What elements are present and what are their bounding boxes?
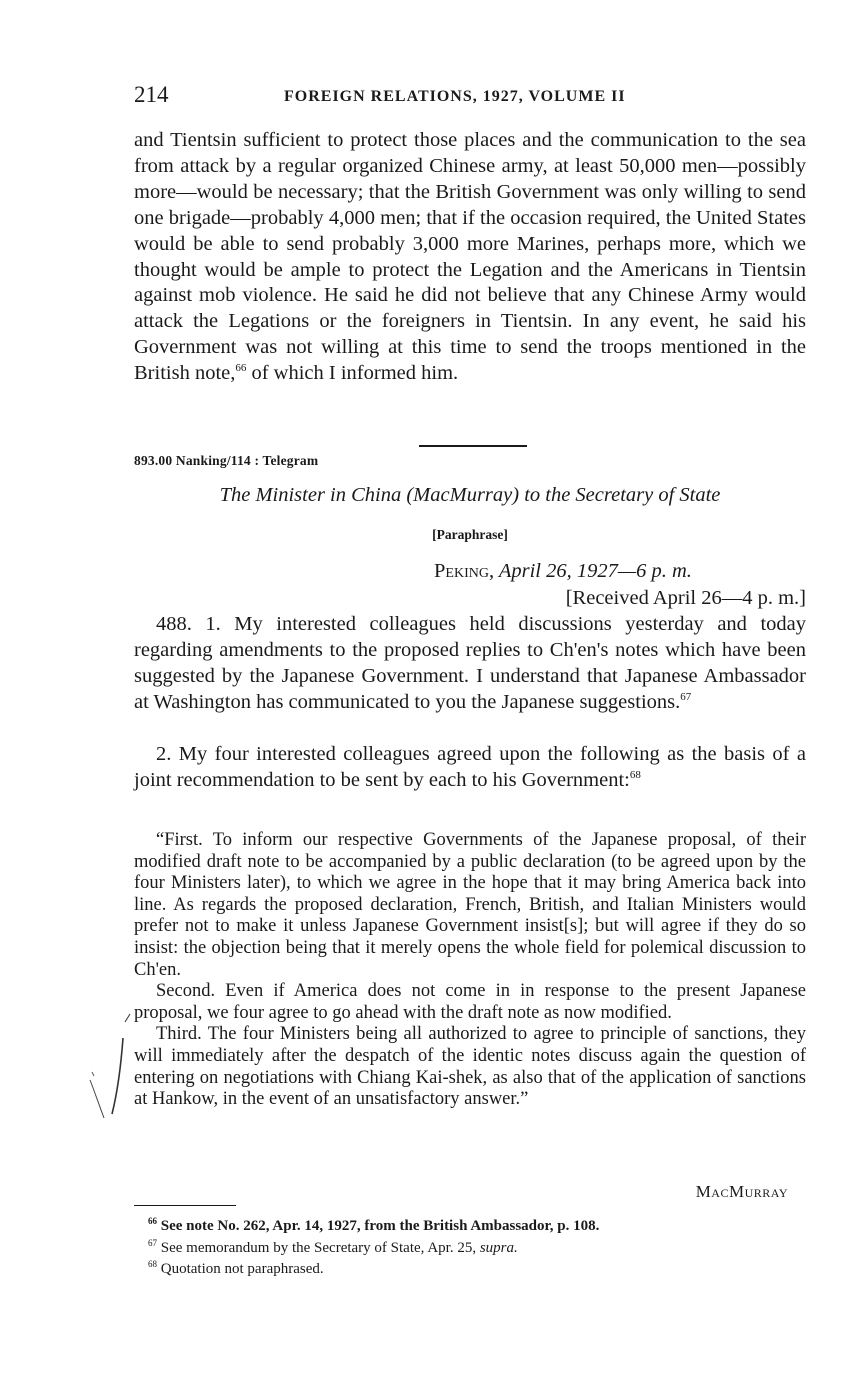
- paragraph-2-text: 2. My four interested colleagues agreed upon the following as the basis of a joint recommendation to be sent by each to his Government:: [134, 743, 806, 791]
- footnote-67-supra: supra.: [479, 1239, 518, 1256]
- footnote-67: [148, 1235, 798, 1257]
- footnote-ref-67[interactable]: 67: [680, 690, 692, 703]
- section-divider: [419, 445, 527, 447]
- footnote-68-text: Quotation not paraphrased.: [160, 1261, 324, 1277]
- quote-third: Third. The four Ministers being all authorized to agree to principle of sanctions, they will immediately after the despatch of the identic notes discuss again the question of entering on negotiations with Chiang Kai-shek, as also that of the application of sanctions at Hankow, in the event of an unsatisfactory answer.”: [134, 1024, 806, 1110]
- telegram-paragraph-1: [134, 612, 806, 716]
- footnote-rule: [134, 1205, 236, 1206]
- footnote-68: [148, 1256, 798, 1278]
- received-line: [Received April 26—4 p. m.]: [565, 587, 806, 609]
- footnote-66-text: See note No. 262, Apr. 14, 1927, from the British Ambassador, p. 108.: [160, 1218, 600, 1234]
- dateline-place: Peking,: [434, 560, 495, 582]
- paraphrase-note: [Paraphrase]: [432, 527, 508, 542]
- footnote-66: [148, 1213, 798, 1235]
- dateline: [434, 560, 692, 583]
- footnote-67-text: See memorandum by the Secretary of State, Apr. 25,: [160, 1239, 480, 1256]
- running-title: FOREIGN RELATIONS, 1927, VOLUME II: [284, 88, 626, 105]
- handwritten-margin-mark-icon: [78, 1010, 138, 1130]
- continued-text: and Tientsin sufficient to protect those places and the communication to the sea from attack by a regular organized Chinese army, at least 50,000 men—possibly more—would be necessary; that the British Government was only willing to send one brigade—probably 4,000 men; that if the occasion required, the United States would be able to send probably 3,000 more Marines, perhaps more, which we thought would be ample to protect the Legation and the Americans in Tientsin against mob violence. He said he did not believe that any Chinese Army would attack the Legations or the foreigners in Tientsin. In any event, he said his Government was not willing at this time to send the troops mentioned in the British note,: [134, 129, 806, 385]
- footnote-67-number: 67: [148, 1237, 157, 1248]
- dateline-date: April 26, 1927—6 p. m.: [494, 560, 692, 582]
- continued-text-end: of which I informed him.: [246, 362, 459, 385]
- page-header: [134, 82, 806, 112]
- footnote-66-number: 66: [148, 1216, 157, 1226]
- quote-first: “First. To inform our respective Governments of the Japanese proposal, of their modified draft note to be accompanied by a public declaration (to be agreed upon by the four Ministers later), to which we agree in the hope that it may bring America back into line. As regards the proposed declaration, French, British, and Italian Ministers would prefer not to make it unless Japanese Government insist[s]; but will agree if they do so insist: the objection being that it merely opens the whole field for polemical discussion to Ch'en.: [134, 830, 806, 980]
- footnote-68-number: 68: [148, 1259, 157, 1269]
- footnote-ref-68[interactable]: 68: [629, 769, 641, 782]
- telegram-paragraph-2: [134, 742, 806, 794]
- quoted-recommendation: [134, 830, 806, 1111]
- document-title: The Minister in China (MacMurray) to the Secretary of State: [219, 484, 721, 506]
- continued-paragraph: [134, 128, 806, 387]
- file-reference: 893.00 Nanking/114 : Telegram: [134, 453, 319, 468]
- footnotes: [148, 1213, 798, 1278]
- signature: MacMurray: [695, 1182, 788, 1201]
- footnote-ref-66[interactable]: 66: [235, 362, 247, 375]
- page-number: 214: [134, 82, 169, 107]
- paragraph-1-text: 488. 1. My interested colleagues held discussions yesterday and today regarding amendments to the proposed replies to Ch'en's notes which have been suggested by the Japanese Government. I understand that Japanese Ambassador at Washington has communicated to you the Japanese suggestions.: [134, 613, 806, 713]
- quote-second: Second. Even if America does not come in in response to the present Japanese proposal, we four agree to go ahead with the draft note as now modified.: [134, 981, 806, 1023]
